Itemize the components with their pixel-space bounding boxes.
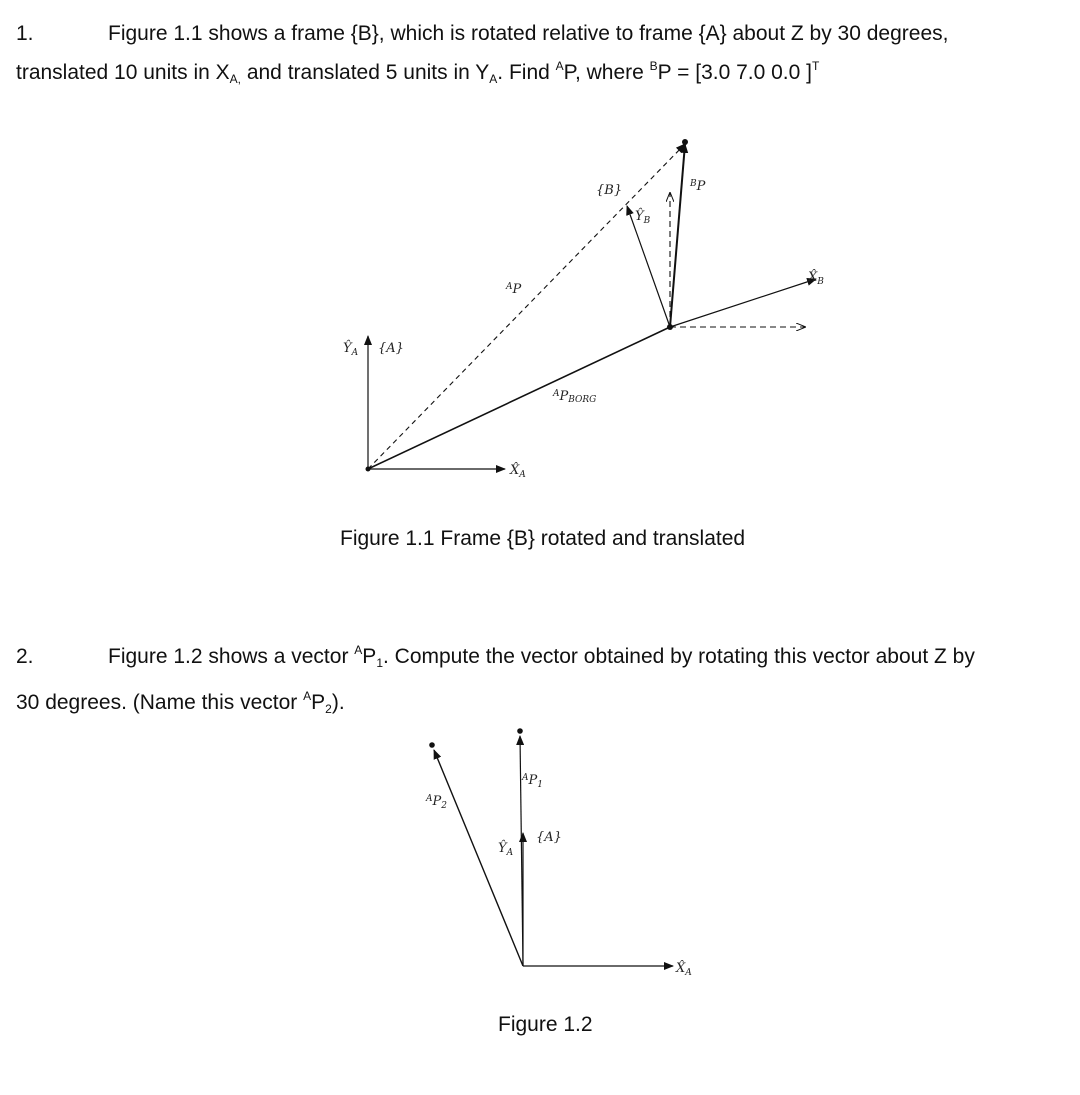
question-2 bbox=[16, 634, 1078, 726]
label-frame-b: {B} bbox=[596, 183, 623, 198]
label-xa: $X̂_A$ bbox=[510, 463, 526, 480]
vector-ap-dashed bbox=[368, 144, 685, 469]
question-1-number: 1. bbox=[16, 22, 34, 45]
label-fig2-frame-a: {A} bbox=[536, 830, 562, 845]
label-frame-a: {A} bbox=[378, 341, 404, 356]
point-p1 bbox=[517, 728, 523, 734]
label-ap-borg: $^A$PBORG bbox=[553, 389, 597, 405]
vector-ap2 bbox=[434, 750, 523, 966]
label-ap: $^A$P bbox=[506, 282, 522, 297]
figure-1-2 bbox=[425, 728, 692, 978]
vector-ap-borg bbox=[368, 327, 670, 469]
question-2-line-1: 2. Figure 1.2 shows a vector $^AP_1$. Compute the vector obtained by rotating this vector about Z by bbox=[16, 634, 1078, 680]
label-fig2-xa: $X̂_A$ bbox=[676, 961, 692, 978]
label-bp: $^B$P bbox=[690, 179, 706, 194]
frame-b-x-axis bbox=[670, 279, 816, 327]
point-p2 bbox=[429, 742, 435, 748]
frame-b-origin bbox=[667, 324, 673, 330]
vector-bp bbox=[670, 144, 685, 327]
figure-1-1-caption: Figure 1.1 Frame {B} rotated and translated bbox=[340, 527, 746, 550]
question-2-number: 2. bbox=[16, 645, 34, 668]
question-1-line-1: 1. Figure 1.1 shows a frame {B}, which is rotated relative to frame {A} about Z by 30 degrees, bbox=[16, 17, 1078, 50]
label-fig2-ya: $Ŷ_A$ bbox=[498, 841, 514, 858]
point-p bbox=[682, 139, 688, 145]
label-ya: $Ŷ_A$ bbox=[343, 341, 359, 358]
figure-1-1 bbox=[343, 139, 824, 480]
label-yb: $Ŷ_B$ bbox=[635, 209, 651, 226]
label-ap1: $^AP_1$ bbox=[522, 773, 543, 790]
figure-1-2-caption: Figure 1.2 bbox=[498, 1013, 593, 1036]
label-xb: $X̂_B$ bbox=[808, 270, 824, 287]
question-1-line-2: translated 10 units in $X_{A,}$ and translated 5 units in $Y_A$. Find $^A$P, where $^B$P = [3.0 7.0 0.0 ]$^T$ bbox=[16, 59, 820, 86]
label-ap2: $^AP_2$ bbox=[426, 794, 447, 811]
question-2-line-2: 30 degrees. (Name this vector $^AP_2$). bbox=[16, 689, 345, 716]
